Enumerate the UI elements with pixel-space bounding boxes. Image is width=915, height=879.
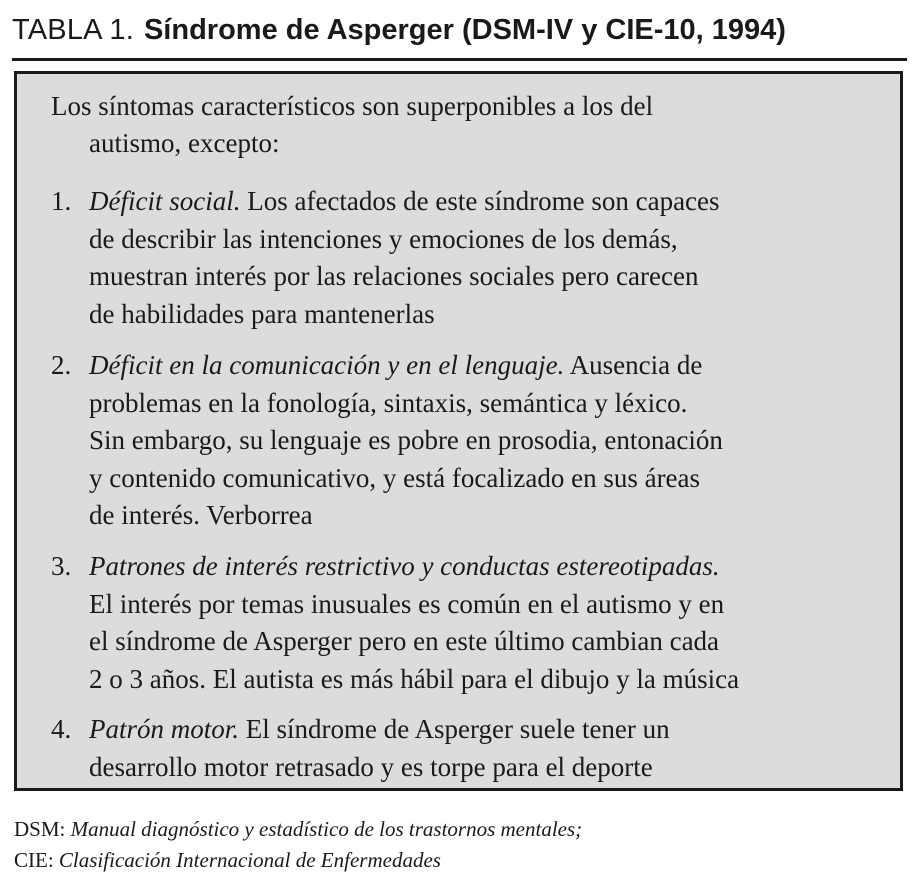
title-underline-divider: [12, 58, 907, 61]
list-item-number: 4.: [51, 714, 72, 744]
footnote-definition: Clasificación Internacional de Enfermedades: [58, 848, 441, 872]
list-item-text: [89, 347, 881, 535]
table-number-label: TABLA 1.: [12, 14, 134, 46]
list-item-4: [51, 711, 881, 786]
list-item-line: y contenido comunicativo, y está focalizado en sus áreas: [89, 462, 701, 493]
list-item-number: 3.: [51, 551, 72, 581]
footnote-cie: [14, 845, 441, 875]
list-item-3: [51, 548, 881, 698]
list-item-line: el síndrome de Asperger pero en este último cambian cada: [89, 626, 720, 656]
table-title: [12, 14, 907, 62]
list-item-heading: Déficit en la comunicación y en el lenguaje.: [89, 350, 565, 380]
list-item-line: El interés por temas inusuales es común en el autismo y en: [89, 588, 725, 619]
list-item-line: desarrollo motor retrasado y es torpe para el deporte: [89, 751, 653, 782]
list-item-text: [89, 711, 881, 786]
list-item-text: [89, 548, 881, 698]
list-item-line: Los afectados de este síndrome son capaces: [240, 186, 720, 216]
footnote-term: DSM:: [14, 817, 66, 841]
list-item-line: problemas en la fonología, sintaxis, semántica y léxico.: [89, 387, 688, 418]
list-item-heading: Déficit social.: [89, 186, 241, 216]
list-item-line: de interés. Verborrea: [89, 500, 313, 530]
list-item-line: de habilidades para mantenerlas: [89, 298, 435, 329]
footnote-dsm: [14, 814, 582, 844]
footnote-definition: Manual diagnóstico y estadístico de los trastornos mentales;: [70, 817, 583, 841]
list-item-1: [51, 183, 881, 333]
list-item-text: [89, 183, 881, 333]
list-item-heading: Patrones de interés restrictivo y conductas estereotipadas.: [89, 551, 720, 581]
intro-paragraph: [51, 88, 841, 162]
list-item-line: Ausencia de: [564, 350, 703, 380]
list-item-heading: Patrón motor.: [89, 714, 240, 744]
list-item-line: muestran interés por las relaciones sociales pero carecen: [89, 261, 699, 291]
list-item-line: Sin embargo, su lenguaje es pobre en prosodia, entonación: [89, 425, 723, 455]
list-item-2: [51, 347, 881, 535]
content-box: [14, 71, 903, 791]
footnote-term: CIE:: [14, 848, 54, 872]
list-item-line: 2 o 3 años. El autista es más hábil para el dibujo y la música: [89, 663, 740, 694]
table-title-text: Síndrome de Asperger (DSM-IV y CIE-10, 1994): [143, 14, 786, 46]
list-item-line: El síndrome de Asperger suele tener un: [239, 714, 670, 744]
intro-line-2: autismo, excepto:: [89, 128, 280, 158]
list-item-number: 1.: [51, 186, 72, 216]
list-item-line: de describir las intenciones y emociones de los demás,: [89, 223, 678, 254]
list-item-number: 2.: [51, 350, 72, 380]
intro-line-1: Los síntomas característicos son superponibles a los del: [51, 91, 654, 121]
